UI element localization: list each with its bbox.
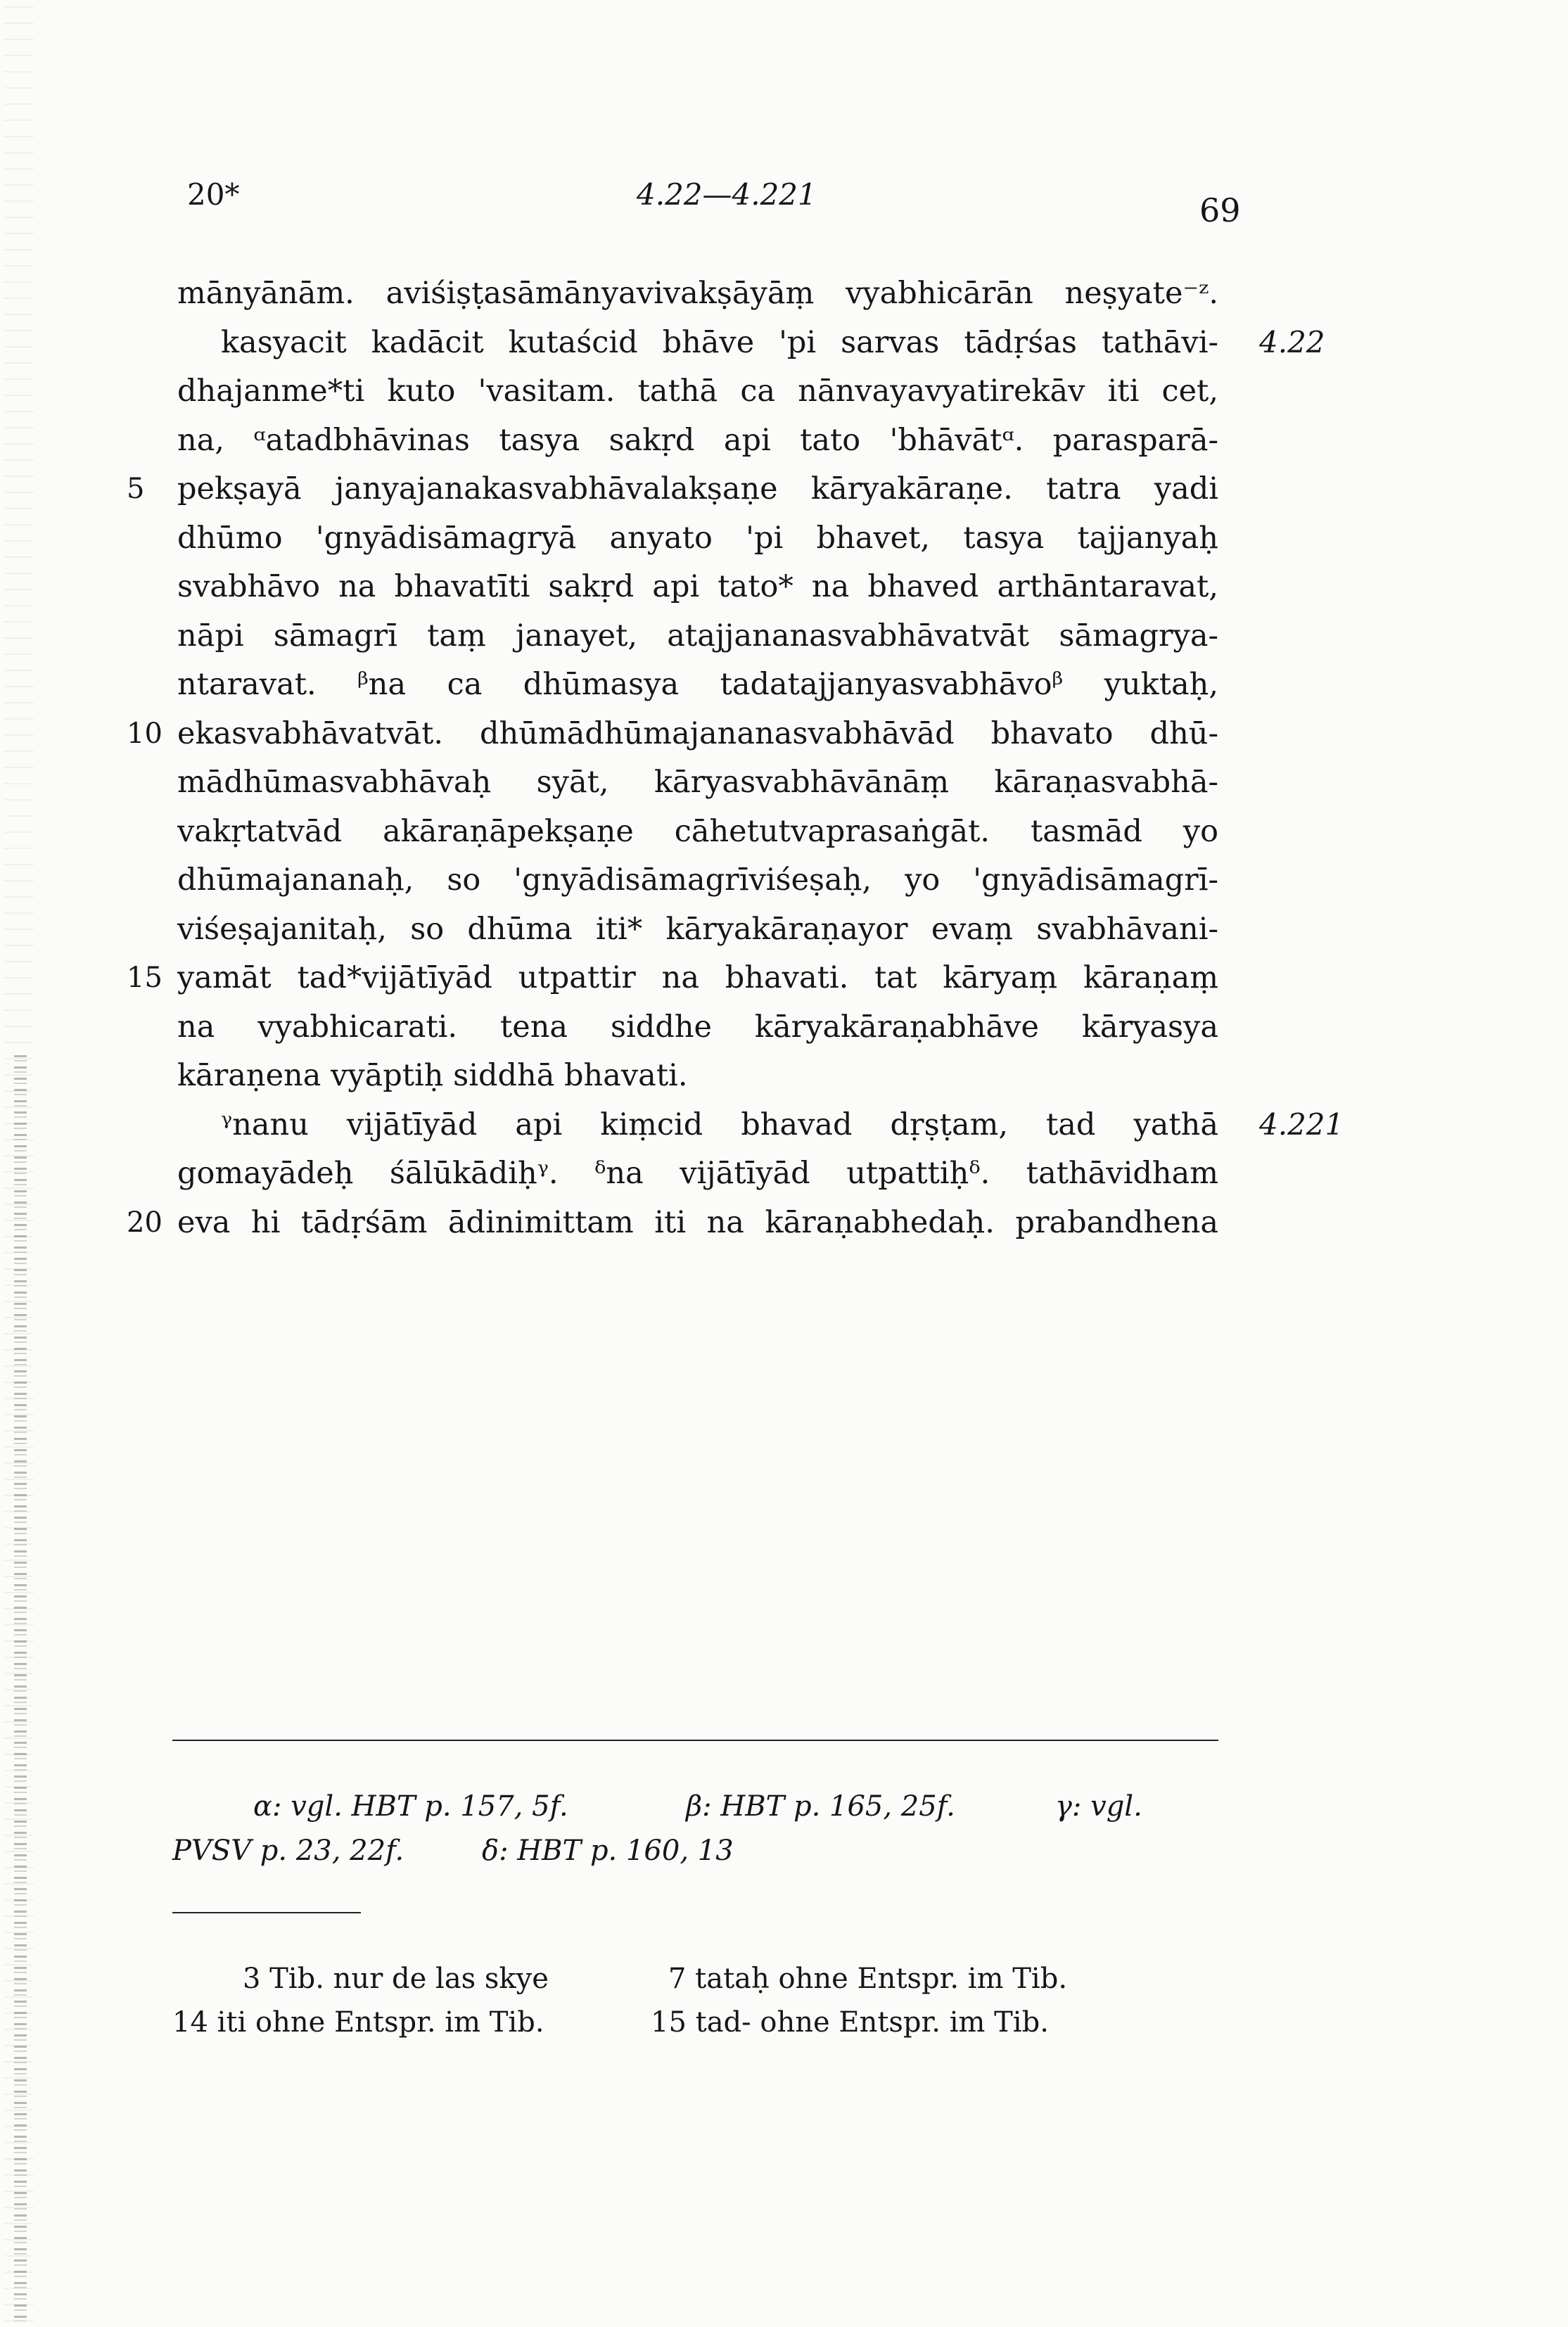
section-marker: 4.22 xyxy=(1259,325,1325,359)
running-header-left: 20* xyxy=(187,177,240,212)
critical-note: 7 tataḥ ohne Entspr. im Tib. xyxy=(668,1963,1068,1995)
text-line: viśeṣajanitaḥ, so dhūma iti* kāryakāraṇayor evaṃ svabhāvani- xyxy=(177,911,1218,947)
source-note-alpha: α: vgl. HBT p. 157, 5f. xyxy=(253,1790,568,1823)
text-line: kasyacit kadācit kutaścid bhāve 'pi sarvas tādṛśas tathāvi- xyxy=(221,324,1218,360)
main-text-block xyxy=(177,269,1218,1247)
text-line: vakṛtatvād akāraṇāpekṣaṇe cāhetutvaprasaṅgāt. tasmād yo xyxy=(177,813,1218,849)
page-number: 69 xyxy=(1199,191,1241,229)
line-number: 5 xyxy=(127,473,145,505)
text-line: na vyabhicarati. tena siddhe kāryakāraṇabhāve kāryasya xyxy=(177,1009,1218,1045)
source-note-delta: δ: HBT p. 160, 13 xyxy=(482,1835,734,1867)
text-line: ᵞnanu vijātīyād api kiṃcid bhavad dṛṣṭam, tad yathā xyxy=(221,1107,1218,1142)
line-number: 10 xyxy=(127,718,162,750)
footnote-separator xyxy=(172,1740,1218,1741)
critical-note: 15 tad- ohne Entspr. im Tib. xyxy=(651,2006,1049,2039)
text-line: ekasvabhāvatvāt. dhūmādhūmajananasvabhāvād bhavato dhū- xyxy=(177,715,1218,751)
critical-note: 3 Tib. nur de las skye xyxy=(243,1963,549,1995)
text-line: eva hi tādṛśām ādinimittam iti na kāraṇabhedaḥ. prabandhena xyxy=(177,1204,1218,1240)
text-line: mādhūmasvabhāvaḥ syāt, kāryasvabhāvānāṃ kāraṇasvabhā- xyxy=(177,765,1218,800)
text-line: dhajanme*ti kuto 'vasitam. tathā ca nānvayavyatirekāv iti cet, xyxy=(177,374,1218,409)
text-line: pekṣayā janyajanakasvabhāvalakṣaṇe kāryakāraṇe. tatra yadi xyxy=(177,471,1218,506)
source-note-gamma: γ: vgl. xyxy=(1055,1790,1142,1823)
running-header-section-range: 4.22—4.221 xyxy=(637,177,817,212)
text-line: gomayādeḥ śālūkādiḥᵞ. ᵟna vijātīyād utpattiḥᵟ. tathāvidham xyxy=(177,1156,1218,1191)
line-number: 15 xyxy=(127,962,162,994)
text-line: nāpi sāmagrī taṃ janayet, atajjananasvabhāvatvāt sāmagrya- xyxy=(177,618,1218,654)
scan-edge-noise-dark xyxy=(14,1055,27,2321)
source-note-gamma-continued: PVSV p. 23, 22f. xyxy=(172,1835,404,1867)
text-line: mānyānām. aviśiṣṭasāmānyavivakṣāyāṃ vyabhicārān neṣyate⁻ᶻ. xyxy=(177,276,1218,311)
text-line: svabhāvo na bhavatīti sakṛd api tato* na bhaved arthāntaravat, xyxy=(177,569,1218,604)
critical-note: 14 iti ohne Entspr. im Tib. xyxy=(172,2006,544,2039)
text-line: dhūmo 'gnyādisāmagryā anyato 'pi bhavet, tasya tajjanyaḥ xyxy=(177,520,1218,556)
text-line: kāraṇena vyāptiḥ siddhā bhavati. xyxy=(177,1058,688,1093)
text-line: ntaravat. ᵝna ca dhūmasya tadatajjanyasvabhāvoᵝ yuktaḥ, xyxy=(177,667,1218,702)
section-marker: 4.221 xyxy=(1259,1107,1344,1142)
critical-note-separator xyxy=(172,1912,361,1913)
text-line: na, ᵅatadbhāvinas tasya sakṛd api tato 'bhāvātᵅ. parasparā- xyxy=(177,422,1218,458)
source-note-beta: β: HBT p. 165, 25f. xyxy=(686,1790,955,1823)
text-line: dhūmajananaḥ, so 'gnyādisāmagrīviśeṣaḥ, yo 'gnyādisāmagrī- xyxy=(177,862,1218,898)
text-line: yamāt tad*vijātīyād utpattir na bhavati. tat kāryaṃ kāraṇaṃ xyxy=(177,960,1218,995)
line-number: 20 xyxy=(127,1206,162,1239)
